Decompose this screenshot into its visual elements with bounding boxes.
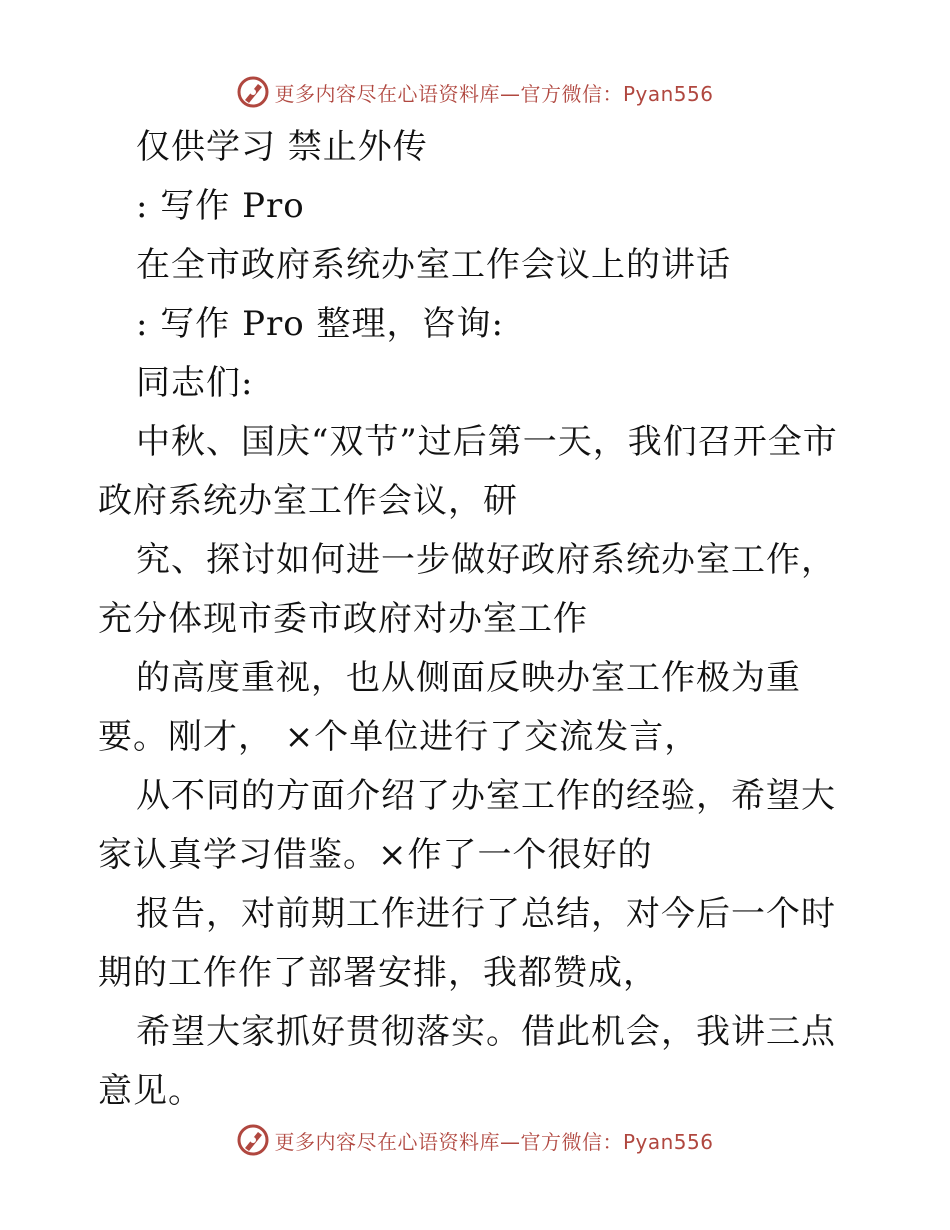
watermark-text: 更多内容尽在心语资料库—官方微信：Pyan556 bbox=[274, 1129, 714, 1154]
header-watermark-banner bbox=[0, 72, 950, 112]
notice-line: 仅供学习 禁止外传 bbox=[136, 127, 428, 167]
author-line: : 写作 Pro bbox=[136, 186, 305, 226]
body-paragraph: 希望大家抓好贯彻落实。借此机会，我讲三点意见。 bbox=[98, 1012, 836, 1111]
body-paragraph: 中秋、国庆“双节”过后第一天，我们召开全市政府系统办室工作会议，研 bbox=[98, 422, 838, 521]
document-title: 在全市政府系统办室工作会议上的讲话 bbox=[136, 245, 731, 285]
footer-watermark-banner bbox=[0, 1120, 950, 1160]
pen-logo-icon bbox=[236, 1123, 270, 1157]
body-paragraph: 究、探讨如何进一步做好政府系统办室工作，充分体现市委市政府对办室工作 bbox=[98, 540, 836, 639]
body-paragraph: 的高度重视，也从侧面反映办室工作极为重要。刚才， ×个单位进行了交流发言， bbox=[98, 658, 801, 757]
compiler-line: : 写作 Pro 整理，咨询: bbox=[136, 304, 504, 344]
salutation: 同志们: bbox=[136, 363, 254, 403]
body-paragraph: 报告，对前期工作进行了总结，对今后一个时期的工作作了部署安排，我都赞成， bbox=[98, 894, 836, 993]
document-body bbox=[98, 118, 858, 1121]
body-paragraph: 从不同的方面介绍了办室工作的经验，希望大家认真学习借鉴。×作了一个很好的 bbox=[98, 776, 836, 875]
watermark-text: 更多内容尽在心语资料库—官方微信：Pyan556 bbox=[274, 81, 714, 106]
pen-logo-icon bbox=[236, 75, 270, 109]
